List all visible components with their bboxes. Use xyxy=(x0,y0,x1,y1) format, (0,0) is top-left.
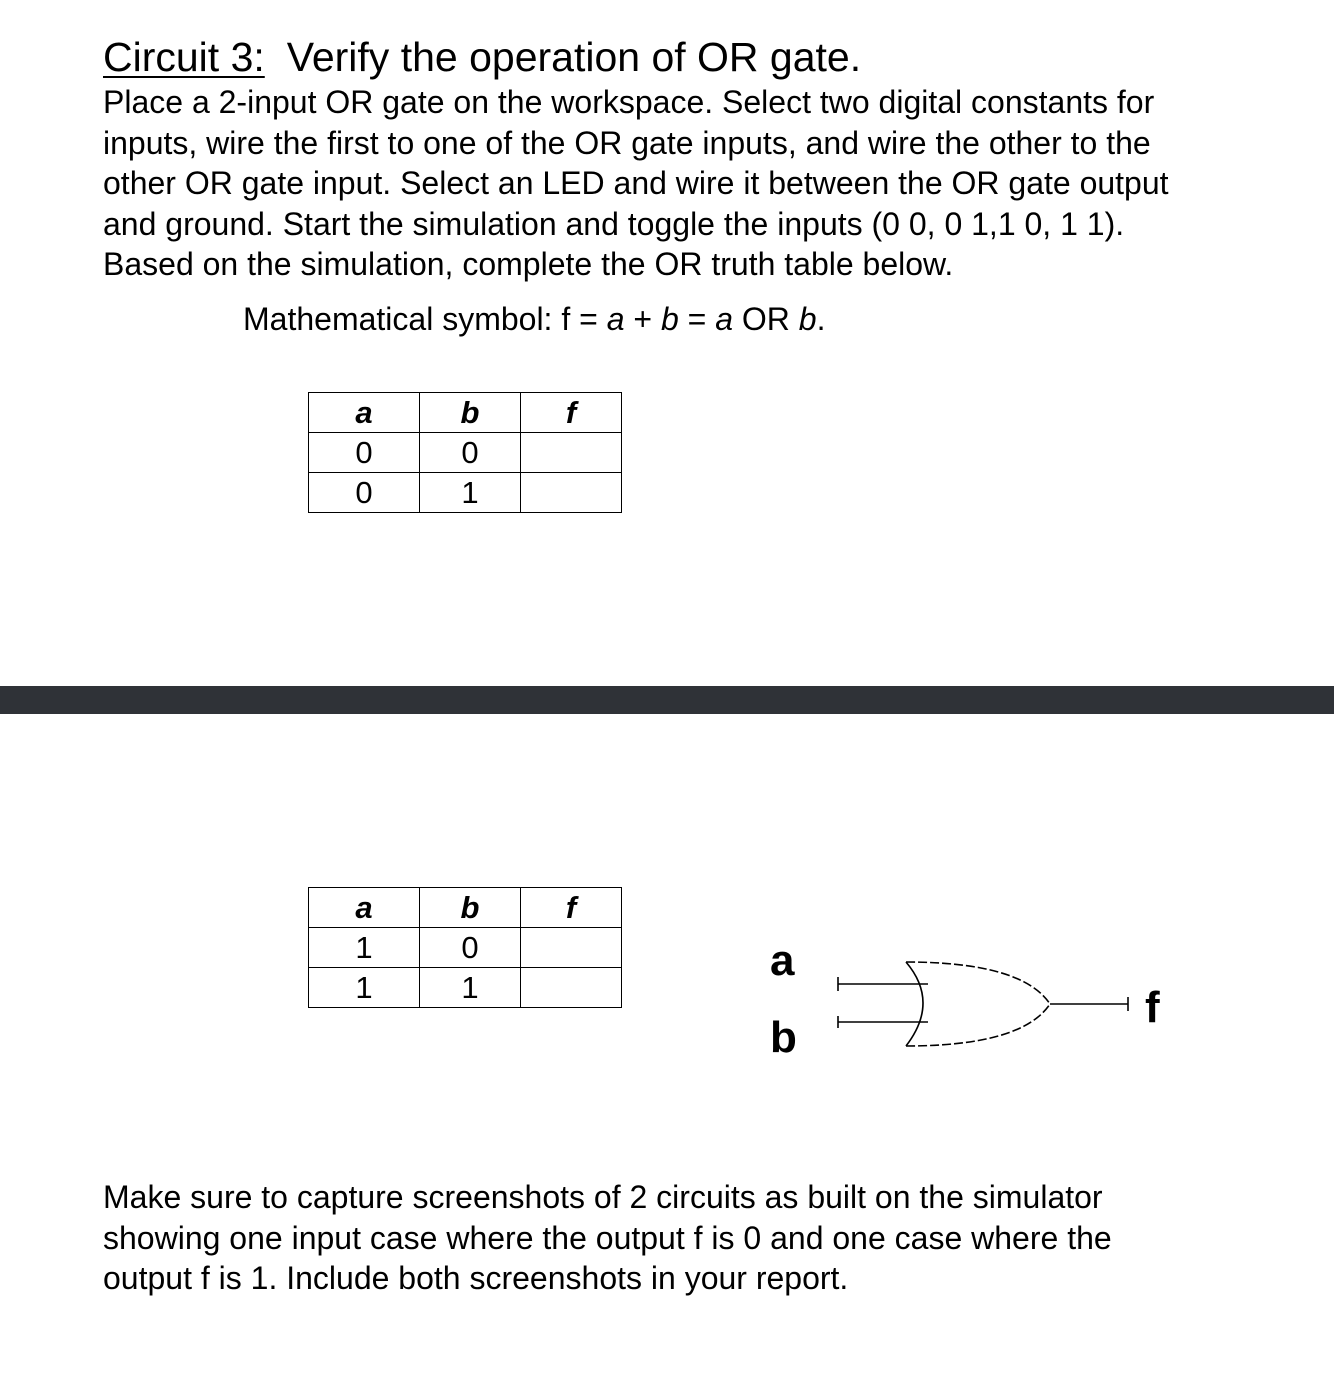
cell-f-blank[interactable] xyxy=(521,968,622,1008)
cell-b: 0 xyxy=(420,433,521,473)
cell-f-blank[interactable] xyxy=(521,433,622,473)
math-prefix: Mathematical symbol: f = xyxy=(243,301,607,337)
instructions-paragraph xyxy=(103,82,1169,285)
or-gate-diagram xyxy=(760,930,1180,1060)
instructions-line: Based on the simulation, complete the OR truth table below. xyxy=(103,246,954,282)
header-b: b xyxy=(420,888,521,928)
math-var-a: a xyxy=(606,301,625,337)
math-symbol-line xyxy=(243,299,825,339)
page-divider xyxy=(0,686,1334,714)
instructions-line: inputs, wire the first to one of the OR gate inputs, and wire the other to the xyxy=(103,124,1151,161)
header-f: f xyxy=(521,888,622,928)
cell-b: 1 xyxy=(420,473,521,513)
header-f: f xyxy=(521,393,622,433)
circuit-label: Circuit 3: xyxy=(103,34,265,80)
cell-f-blank[interactable] xyxy=(521,473,622,513)
or-gate-bottom-curve xyxy=(906,1004,1050,1046)
table-row xyxy=(309,473,622,513)
cell-a: 1 xyxy=(309,968,420,1008)
math-var-a: a xyxy=(715,301,734,337)
instructions-line: and ground. Start the simulation and toggle the inputs (0 0, 0 1,1 0, 1 1). xyxy=(103,205,1125,242)
table-row xyxy=(309,433,622,473)
instructions-line: other OR gate input. Select an LED and wire it between the OR gate output xyxy=(103,165,1169,201)
cell-a: 0 xyxy=(309,433,420,473)
cell-a: 1 xyxy=(309,928,420,968)
or-gate-back-curve xyxy=(906,962,923,1046)
closing-line: showing one input case where the output f is 0 and one case where the xyxy=(103,1219,1112,1256)
circuit-heading xyxy=(103,33,861,81)
table-row xyxy=(309,928,622,968)
cell-b: 0 xyxy=(420,928,521,968)
header-b: b xyxy=(420,393,521,433)
or-gate-top-curve xyxy=(906,962,1050,1004)
cell-f-blank[interactable] xyxy=(521,928,622,968)
math-or: OR xyxy=(733,301,799,337)
math-var-b: b xyxy=(660,301,679,337)
gate-output-label: f xyxy=(1145,983,1160,1032)
instructions-line: Place a 2-input OR gate on the workspace. Select two digital constants for xyxy=(103,84,1155,120)
circuit-title: Verify the operation of OR gate. xyxy=(286,34,862,80)
closing-line: Make sure to capture screenshots of 2 circuits as built on the simulator xyxy=(103,1179,1103,1215)
truth-table-bottom xyxy=(308,887,622,1008)
gate-input-a-label: a xyxy=(770,936,795,985)
math-equals: = xyxy=(678,301,716,337)
table-row xyxy=(309,968,622,1008)
math-plus: + xyxy=(624,301,661,337)
header-a: a xyxy=(309,888,420,928)
cell-a: 0 xyxy=(309,473,420,513)
gate-input-b-label: b xyxy=(770,1013,797,1060)
or-gate-symbol xyxy=(838,962,1128,1046)
closing-line: output f is 1. Include both screenshots in your report. xyxy=(103,1260,849,1296)
table-header-row xyxy=(309,888,622,928)
table-header-row xyxy=(309,393,622,433)
math-period: . xyxy=(816,301,826,337)
truth-table-top xyxy=(308,392,622,513)
cell-b: 1 xyxy=(420,968,521,1008)
closing-paragraph xyxy=(103,1177,1112,1299)
math-var-b: b xyxy=(798,301,817,337)
header-a: a xyxy=(309,393,420,433)
